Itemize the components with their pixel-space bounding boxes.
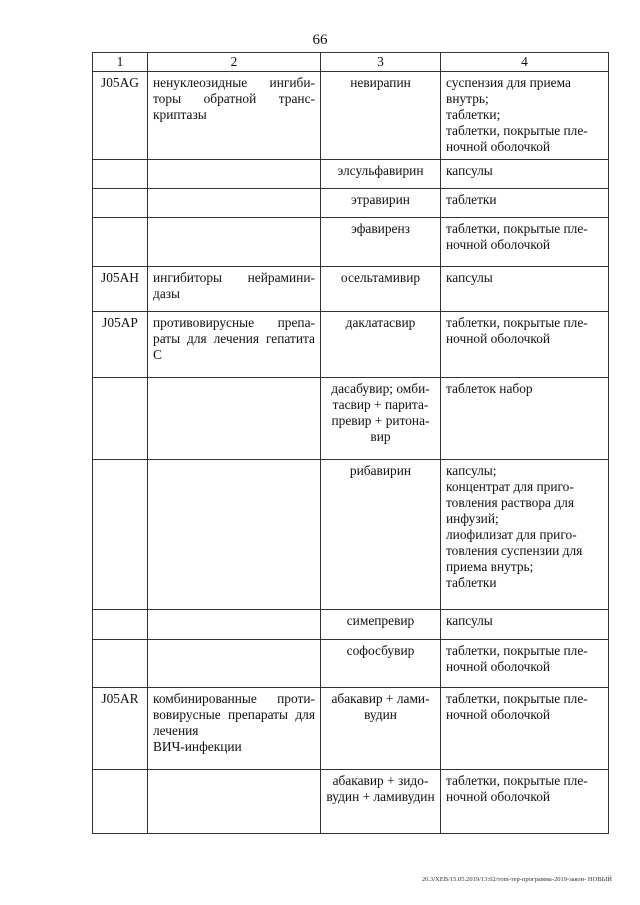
drug-name-cell: эфавиренз: [321, 218, 441, 267]
page-number: 66: [312, 32, 328, 48]
group-name-cell: [148, 770, 321, 834]
group-name-cell: [148, 610, 321, 640]
table-row: [93, 688, 609, 770]
group-name-cell: [148, 160, 321, 189]
dosage-form-cell: таблетки, покрытые пленочной оболочкой: [441, 218, 609, 267]
atc-code-cell: J05AH: [93, 267, 148, 312]
drug-name-cell: абакавир + зидовудин + ламивудин: [321, 770, 441, 834]
table-row: [93, 610, 609, 640]
atc-code-cell: J05AP: [93, 312, 148, 378]
atc-code-cell: [93, 770, 148, 834]
drug-name-cell: осельтамивир: [321, 267, 441, 312]
atc-code-cell: [93, 378, 148, 460]
drug-name-cell: этравирин: [321, 189, 441, 218]
dosage-form-cell: таблетки, покрытые пленочной оболочкой: [441, 770, 609, 834]
dosage-form-cell: таблеток набор: [441, 378, 609, 460]
dosage-form-cell: капсулы: [441, 160, 609, 189]
drug-name-cell: абакавир + ламивудин: [321, 688, 441, 770]
dosage-form-cell: суспензия для приема внутрь; таблетки; таблетки, покрытые пленочной оболочкой: [441, 72, 609, 160]
dosage-form-cell: капсулы: [441, 267, 609, 312]
dosage-form-cell: таблетки, покрытые пленочной оболочкой: [441, 688, 609, 770]
atc-code-cell: J05AR: [93, 688, 148, 770]
table-row: [93, 460, 609, 610]
header-cell-3: 3: [321, 53, 441, 72]
header-cell-1: 1: [93, 53, 148, 72]
table-row: [93, 189, 609, 218]
drug-name-cell: даклатасвир: [321, 312, 441, 378]
dosage-form-cell: капсулы; концентрат для приготовления раствора для инфузий; лиофилизат для приготовления суспензии для приема внутрь; таблетки: [441, 460, 609, 610]
atc-code-cell: [93, 218, 148, 267]
drug-name-cell: дасабувир; омбитасвир + паритапревир + ритонавир: [321, 378, 441, 460]
group-name-cell: ненуклеозидные ингибиторы обратной транскриптазы: [148, 72, 321, 160]
table-body: [93, 72, 609, 834]
atc-code-cell: J05AG: [93, 72, 148, 160]
group-name-cell: [148, 218, 321, 267]
header-cell-4: 4: [441, 53, 609, 72]
group-name-cell: противовирусные препараты для лечения гепатита C: [148, 312, 321, 378]
group-name-cell: [148, 460, 321, 610]
drug-table: [92, 52, 609, 834]
atc-code-cell: [93, 460, 148, 610]
atc-code-cell: [93, 189, 148, 218]
group-name-cell: [148, 378, 321, 460]
header-cell-2: 2: [148, 53, 321, 72]
group-name-cell: [148, 640, 321, 688]
dosage-form-cell: капсулы: [441, 610, 609, 640]
drug-name-cell: элсульфавирин: [321, 160, 441, 189]
table-row: [93, 640, 609, 688]
drug-name-cell: рибавирин: [321, 460, 441, 610]
footer-note: 20.3/XEB/15.05.2019/13:02/тоm-тер-программа-2019-закон- НОВЫЙ: [421, 876, 612, 883]
table-row: [93, 267, 609, 312]
atc-code-cell: [93, 640, 148, 688]
group-name-cell: комбинированные противовирусные препараты для лечения ВИЧ-инфекции: [148, 688, 321, 770]
table-row: [93, 378, 609, 460]
table-row: [93, 72, 609, 160]
table-header-row: [93, 53, 609, 72]
group-name-cell: ингибиторы нейраминидазы: [148, 267, 321, 312]
atc-code-cell: [93, 160, 148, 189]
atc-code-cell: [93, 610, 148, 640]
drug-name-cell: невирапин: [321, 72, 441, 160]
group-name-cell: [148, 189, 321, 218]
drug-name-cell: софосбувир: [321, 640, 441, 688]
table-row: [93, 312, 609, 378]
table-row: [93, 160, 609, 189]
dosage-form-cell: таблетки: [441, 189, 609, 218]
dosage-form-cell: таблетки, покрытые пленочной оболочкой: [441, 312, 609, 378]
drug-name-cell: симепревир: [321, 610, 441, 640]
table-row: [93, 770, 609, 834]
dosage-form-cell: таблетки, покрытые пленочной оболочкой: [441, 640, 609, 688]
table-row: [93, 218, 609, 267]
